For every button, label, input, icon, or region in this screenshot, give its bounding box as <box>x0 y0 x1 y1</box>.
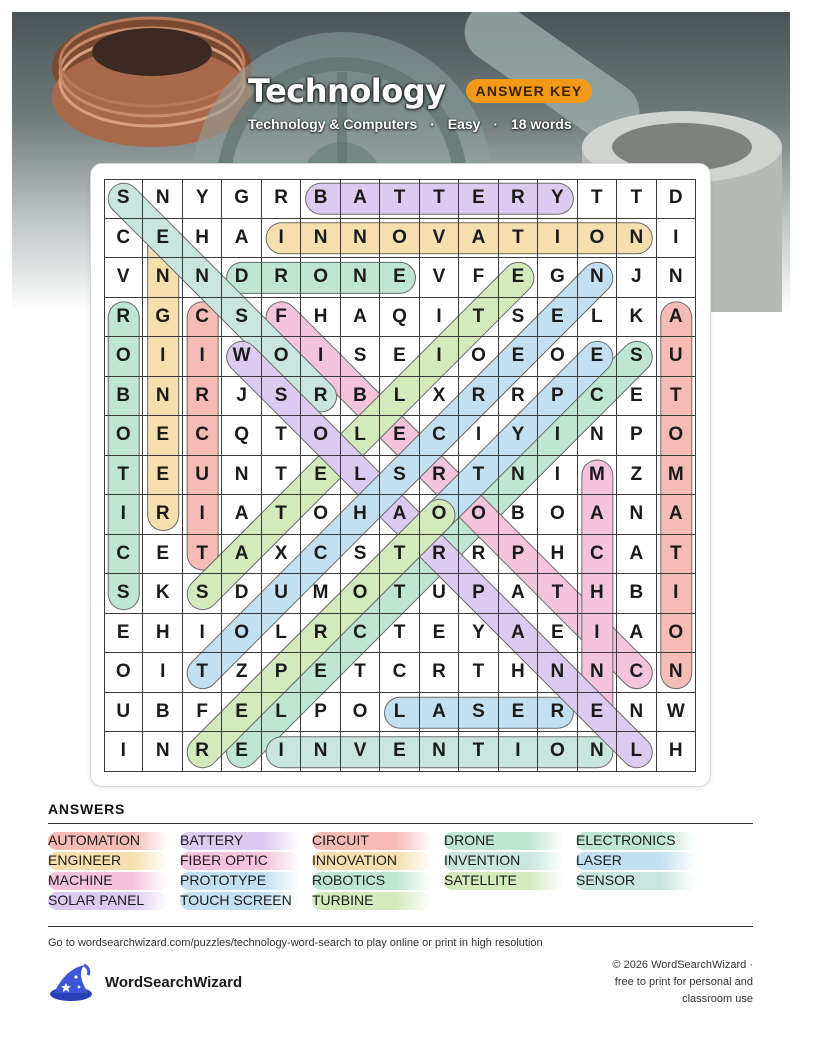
grid-cell[interactable]: I <box>657 574 696 614</box>
grid-cell[interactable]: Y <box>499 416 538 456</box>
grid-cell[interactable]: N <box>657 258 696 298</box>
grid-cell[interactable]: L <box>341 456 380 496</box>
grid-cell[interactable]: E <box>499 693 538 733</box>
grid-cell[interactable]: S <box>341 535 380 575</box>
grid-cell[interactable]: E <box>143 416 182 456</box>
grid-cell[interactable]: T <box>262 416 301 456</box>
grid-cell[interactable]: I <box>420 298 459 338</box>
grid-cell[interactable]: O <box>104 416 143 456</box>
grid-cell[interactable]: E <box>380 416 419 456</box>
grid-cell[interactable]: L <box>380 377 419 417</box>
answer-word: CIRCUIT <box>312 832 432 850</box>
grid-cell[interactable]: T <box>657 535 696 575</box>
word-count-label: 18 words <box>510 116 572 132</box>
answer-word: TURBINE <box>312 892 432 910</box>
grid-cell[interactable]: N <box>578 258 617 298</box>
grid-cell[interactable]: V <box>420 219 459 259</box>
grid-cell[interactable]: R <box>183 377 222 417</box>
grid-cell[interactable]: S <box>459 693 498 733</box>
grid-cell[interactable]: R <box>420 653 459 693</box>
grid-cell[interactable]: N <box>143 732 182 772</box>
grid-cell[interactable]: W <box>222 337 261 377</box>
grid-cell[interactable]: C <box>578 377 617 417</box>
grid-cell[interactable]: L <box>262 693 301 733</box>
answer-word: FIBER OPTIC <box>180 852 300 870</box>
grid-cell[interactable]: C <box>183 416 222 456</box>
grid-cell[interactable]: E <box>578 337 617 377</box>
grid-cell[interactable]: E <box>222 732 261 772</box>
grid-cell[interactable]: R <box>262 258 301 298</box>
grid-cell[interactable]: Y <box>183 179 222 219</box>
grid-cell[interactable]: O <box>538 732 577 772</box>
answer-word: SENSOR <box>576 872 696 890</box>
grid-cell[interactable]: I <box>183 614 222 654</box>
grid-cell[interactable]: B <box>143 693 182 733</box>
grid-cell[interactable]: O <box>538 495 577 535</box>
grid-cell[interactable]: H <box>183 219 222 259</box>
grid-cell[interactable]: O <box>301 416 340 456</box>
grid-cell[interactable]: N <box>341 219 380 259</box>
grid-cell[interactable]: A <box>380 495 419 535</box>
grid-cell[interactable]: O <box>301 258 340 298</box>
grid-cell[interactable]: S <box>499 298 538 338</box>
grid-cell[interactable]: L <box>341 416 380 456</box>
page-title: Technology <box>248 72 446 110</box>
answer-word: MACHINE <box>48 872 168 890</box>
grid-cell[interactable]: T <box>380 574 419 614</box>
grid-cell[interactable]: T <box>538 574 577 614</box>
grid-cell[interactable]: O <box>104 653 143 693</box>
grid-cell[interactable]: N <box>578 732 617 772</box>
grid-cell[interactable]: A <box>222 219 261 259</box>
grid-cell[interactable]: I <box>104 732 143 772</box>
grid-cell[interactable]: E <box>380 258 419 298</box>
grid-cell[interactable]: N <box>617 693 656 733</box>
grid-cell[interactable]: C <box>617 653 656 693</box>
grid-cell[interactable]: A <box>657 298 696 338</box>
grid-cell[interactable]: E <box>143 535 182 575</box>
grid-cell[interactable]: E <box>617 377 656 417</box>
copyright-line: classroom use <box>682 993 753 1005</box>
grid-cell[interactable]: T <box>459 298 498 338</box>
grid-cell[interactable]: I <box>262 219 301 259</box>
grid-cell[interactable]: T <box>459 456 498 496</box>
grid-cell[interactable]: I <box>459 416 498 456</box>
grid-cell[interactable]: R <box>420 456 459 496</box>
answer-word: BATTERY <box>180 832 300 850</box>
grid-cell[interactable]: I <box>499 732 538 772</box>
grid-cell[interactable]: L <box>578 298 617 338</box>
grid-cell[interactable]: O <box>459 495 498 535</box>
grid-cell[interactable]: E <box>143 456 182 496</box>
grid-cell[interactable]: R <box>143 495 182 535</box>
grid-cell[interactable]: N <box>143 377 182 417</box>
answer-word: SOLAR PANEL <box>48 892 168 910</box>
grid-cell[interactable]: R <box>262 179 301 219</box>
grid-cell[interactable]: B <box>301 179 340 219</box>
grid-cell[interactable]: T <box>183 535 222 575</box>
grid-cell[interactable]: E <box>499 258 538 298</box>
grid-cell[interactable]: C <box>104 219 143 259</box>
answer-word: AUTOMATION <box>48 832 168 850</box>
copyright <box>563 957 753 1008</box>
grid-cell[interactable]: E <box>420 614 459 654</box>
grid-cell[interactable]: E <box>380 337 419 377</box>
grid-cell[interactable]: I <box>301 337 340 377</box>
grid-cell[interactable]: T <box>262 456 301 496</box>
grid-cell[interactable]: U <box>183 456 222 496</box>
grid-cell[interactable]: N <box>578 653 617 693</box>
grid-cell[interactable]: S <box>262 377 301 417</box>
grid-cell[interactable]: O <box>262 337 301 377</box>
grid-cell[interactable]: L <box>380 693 419 733</box>
grid-cell[interactable]: N <box>538 653 577 693</box>
grid-cell[interactable]: E <box>538 614 577 654</box>
grid-cell[interactable]: I <box>262 732 301 772</box>
copyright-line: free to print for personal and <box>614 976 753 988</box>
grid-cell[interactable]: A <box>499 574 538 614</box>
grid-cell[interactable]: K <box>143 574 182 614</box>
separator: · <box>430 116 435 132</box>
grid-cell[interactable]: D <box>222 574 261 614</box>
grid-cell[interactable]: O <box>380 219 419 259</box>
grid-cell[interactable]: L <box>617 732 656 772</box>
grid-cell[interactable]: I <box>420 337 459 377</box>
grid-cell[interactable]: S <box>341 337 380 377</box>
puzzle-meta <box>248 116 572 132</box>
grid-cell[interactable]: E <box>143 219 182 259</box>
grid-cell[interactable]: O <box>301 495 340 535</box>
grid-cell[interactable]: K <box>617 298 656 338</box>
grid-cell[interactable]: T <box>380 614 419 654</box>
grid-cell[interactable]: G <box>143 298 182 338</box>
grid-cell[interactable]: I <box>657 219 696 259</box>
grid-cell[interactable]: L <box>262 614 301 654</box>
grid-cell[interactable]: A <box>657 495 696 535</box>
grid-cell[interactable]: S <box>222 298 261 338</box>
grid-cell[interactable]: Q <box>222 416 261 456</box>
grid-cell[interactable]: A <box>499 614 538 654</box>
grid-cell[interactable]: Y <box>538 179 577 219</box>
grid-cell[interactable]: I <box>183 337 222 377</box>
grid-cell[interactable]: E <box>222 693 261 733</box>
grid-cell[interactable]: T <box>420 179 459 219</box>
answer-word: ELECTRONICS <box>576 832 696 850</box>
difficulty-label: Easy <box>447 116 481 132</box>
grid-cell[interactable]: P <box>538 377 577 417</box>
category-label: Technology & Computers <box>248 116 418 132</box>
grid-cell[interactable]: F <box>459 258 498 298</box>
grid-cell[interactable]: T <box>262 495 301 535</box>
grid-cell[interactable]: I <box>143 337 182 377</box>
grid-cell[interactable]: R <box>459 377 498 417</box>
grid-cell[interactable]: A <box>341 179 380 219</box>
grid-cell[interactable]: B <box>341 377 380 417</box>
grid-cell[interactable]: A <box>222 535 261 575</box>
grid-cell[interactable]: W <box>657 693 696 733</box>
grid-cell[interactable]: B <box>499 495 538 535</box>
grid-cell[interactable]: A <box>459 219 498 259</box>
grid-cell[interactable]: E <box>459 179 498 219</box>
grid-cell[interactable]: T <box>380 535 419 575</box>
grid-cell[interactable]: O <box>459 337 498 377</box>
grid-cell[interactable]: C <box>341 614 380 654</box>
grid-cell[interactable]: N <box>420 732 459 772</box>
brand-name[interactable]: WordSearchWizard <box>105 974 243 991</box>
grid-cell[interactable]: V <box>420 258 459 298</box>
grid-cell[interactable]: A <box>222 495 261 535</box>
grid-cell[interactable]: O <box>657 614 696 654</box>
grid-cell[interactable]: I <box>538 416 577 456</box>
grid-cell[interactable]: N <box>578 416 617 456</box>
answer-word: INVENTION <box>444 852 564 870</box>
grid-cell[interactable]: C <box>104 535 143 575</box>
grid-cell[interactable]: S <box>104 574 143 614</box>
grid-cell[interactable]: A <box>420 693 459 733</box>
grid-cell[interactable]: E <box>301 653 340 693</box>
grid-cell[interactable]: T <box>380 179 419 219</box>
grid-cell[interactable]: N <box>499 456 538 496</box>
grid-cell[interactable]: C <box>183 298 222 338</box>
grid-cell[interactable]: N <box>222 456 261 496</box>
grid-cell[interactable]: A <box>578 495 617 535</box>
grid-cell[interactable]: T <box>183 653 222 693</box>
wizard-hat-icon <box>48 963 94 1003</box>
letter-grid <box>104 179 696 772</box>
grid-cell[interactable]: F <box>183 693 222 733</box>
answer-word: ROBOTICS <box>312 872 432 890</box>
grid-cell[interactable]: S <box>104 179 143 219</box>
grid-cell[interactable]: N <box>143 179 182 219</box>
grid-cell[interactable]: E <box>104 614 143 654</box>
grid-cell[interactable]: H <box>143 614 182 654</box>
grid-cell[interactable]: R <box>499 377 538 417</box>
grid-cell[interactable]: E <box>538 298 577 338</box>
answers-heading: ANSWERS <box>48 801 126 817</box>
divider <box>48 926 753 927</box>
grid-cell[interactable]: R <box>183 732 222 772</box>
divider <box>48 823 753 824</box>
grid-cell[interactable]: R <box>104 298 143 338</box>
grid-cell[interactable]: Z <box>222 653 261 693</box>
grid-cell[interactable]: H <box>499 653 538 693</box>
grid-cell[interactable]: M <box>578 456 617 496</box>
grid-cell[interactable]: P <box>262 653 301 693</box>
grid-cell[interactable]: C <box>301 535 340 575</box>
grid-cell[interactable]: I <box>578 614 617 654</box>
grid-cell[interactable]: C <box>578 535 617 575</box>
answer-word: SATELLITE <box>444 872 564 890</box>
grid-cell[interactable]: U <box>420 574 459 614</box>
grid-cell[interactable]: N <box>617 495 656 535</box>
grid-cell[interactable]: O <box>341 574 380 614</box>
grid-cell[interactable]: I <box>538 456 577 496</box>
grid-cell[interactable]: R <box>301 377 340 417</box>
grid-cell[interactable]: E <box>499 337 538 377</box>
grid-cell[interactable]: T <box>578 179 617 219</box>
grid-cell[interactable]: T <box>499 219 538 259</box>
grid-cell[interactable]: E <box>380 732 419 772</box>
grid-cell[interactable]: H <box>578 574 617 614</box>
grid-cell[interactable]: V <box>104 258 143 298</box>
grid-cell[interactable]: S <box>380 456 419 496</box>
grid-cell[interactable]: P <box>499 535 538 575</box>
grid-cell[interactable]: C <box>380 653 419 693</box>
grid-cell[interactable]: O <box>538 337 577 377</box>
grid-cell[interactable]: O <box>420 495 459 535</box>
grid-cell[interactable]: M <box>657 456 696 496</box>
grid-cell[interactable]: O <box>578 219 617 259</box>
grid-cell[interactable]: N <box>657 653 696 693</box>
answer-word: DRONE <box>444 832 564 850</box>
grid-cell[interactable]: I <box>183 495 222 535</box>
grid-cell[interactable]: S <box>617 337 656 377</box>
grid-cell[interactable]: T <box>459 653 498 693</box>
grid-cell[interactable]: N <box>143 258 182 298</box>
copyright-line: © 2026 WordSearchWizard · <box>612 959 753 971</box>
footer-link[interactable]: Go to wordsearchwizard.com/puzzles/technology-word-search to play online or print in high resolution <box>48 937 543 949</box>
grid-cell[interactable]: B <box>104 377 143 417</box>
grid-cell[interactable]: H <box>341 495 380 535</box>
grid-cell[interactable]: C <box>420 416 459 456</box>
answer-word: TOUCH SCREEN <box>180 892 300 910</box>
grid-cell[interactable]: H <box>301 298 340 338</box>
grid-cell[interactable]: N <box>301 732 340 772</box>
grid-cell[interactable]: N <box>341 258 380 298</box>
grid-cell[interactable]: M <box>301 574 340 614</box>
grid-cell[interactable]: H <box>657 732 696 772</box>
grid-cell[interactable]: A <box>617 535 656 575</box>
grid-cell[interactable]: S <box>183 574 222 614</box>
word-search-grid <box>104 179 696 772</box>
separator: · <box>493 116 499 132</box>
grid-cell[interactable]: T <box>459 732 498 772</box>
grid-cell[interactable]: J <box>222 377 261 417</box>
grid-cell[interactable]: I <box>538 219 577 259</box>
grid-cell[interactable]: I <box>104 495 143 535</box>
grid-cell[interactable]: R <box>301 614 340 654</box>
grid-cell[interactable]: T <box>104 456 143 496</box>
grid-cell[interactable]: R <box>459 535 498 575</box>
grid-cell[interactable]: P <box>301 693 340 733</box>
grid-cell[interactable]: E <box>301 456 340 496</box>
grid-cell[interactable]: G <box>538 258 577 298</box>
grid-cell[interactable]: R <box>538 693 577 733</box>
grid-cell[interactable]: U <box>657 337 696 377</box>
grid-cell[interactable]: B <box>617 574 656 614</box>
grid-cell[interactable]: Y <box>459 614 498 654</box>
grid-cell[interactable]: P <box>617 416 656 456</box>
grid-cell[interactable]: G <box>222 179 261 219</box>
grid-cell[interactable]: T <box>341 653 380 693</box>
grid-cell[interactable]: U <box>104 693 143 733</box>
grid-cell[interactable]: O <box>657 416 696 456</box>
answer-word: ENGINEER <box>48 852 168 870</box>
grid-cell[interactable]: D <box>657 179 696 219</box>
title-row <box>248 72 592 110</box>
grid-cell[interactable]: X <box>420 377 459 417</box>
grid-cell[interactable]: P <box>459 574 498 614</box>
grid-cell[interactable]: N <box>301 219 340 259</box>
grid-cell[interactable]: E <box>578 693 617 733</box>
answer-word: LASER <box>576 852 696 870</box>
grid-cell[interactable]: R <box>499 179 538 219</box>
grid-cell[interactable]: Q <box>380 298 419 338</box>
grid-cell[interactable]: A <box>617 614 656 654</box>
grid-cell[interactable]: I <box>143 653 182 693</box>
grid-cell[interactable]: U <box>262 574 301 614</box>
grid-cell[interactable]: H <box>538 535 577 575</box>
grid-cell[interactable]: J <box>617 258 656 298</box>
grid-cell[interactable]: T <box>617 179 656 219</box>
answer-key-badge: ANSWER KEY <box>466 79 593 103</box>
grid-cell[interactable]: O <box>222 614 261 654</box>
answer-word: PROTOTYPE <box>180 872 300 890</box>
grid-cell[interactable]: F <box>262 298 301 338</box>
grid-cell[interactable]: O <box>104 337 143 377</box>
grid-cell[interactable]: A <box>341 298 380 338</box>
grid-cell[interactable]: X <box>262 535 301 575</box>
grid-cell[interactable]: N <box>183 258 222 298</box>
grid-cell[interactable]: D <box>222 258 261 298</box>
grid-cell[interactable]: O <box>341 693 380 733</box>
grid-cell[interactable]: T <box>657 377 696 417</box>
grid-cell[interactable]: N <box>617 219 656 259</box>
grid-cell[interactable]: Z <box>617 456 656 496</box>
grid-cell[interactable]: V <box>341 732 380 772</box>
answer-word: INNOVATION <box>312 852 432 870</box>
grid-cell[interactable]: R <box>420 535 459 575</box>
